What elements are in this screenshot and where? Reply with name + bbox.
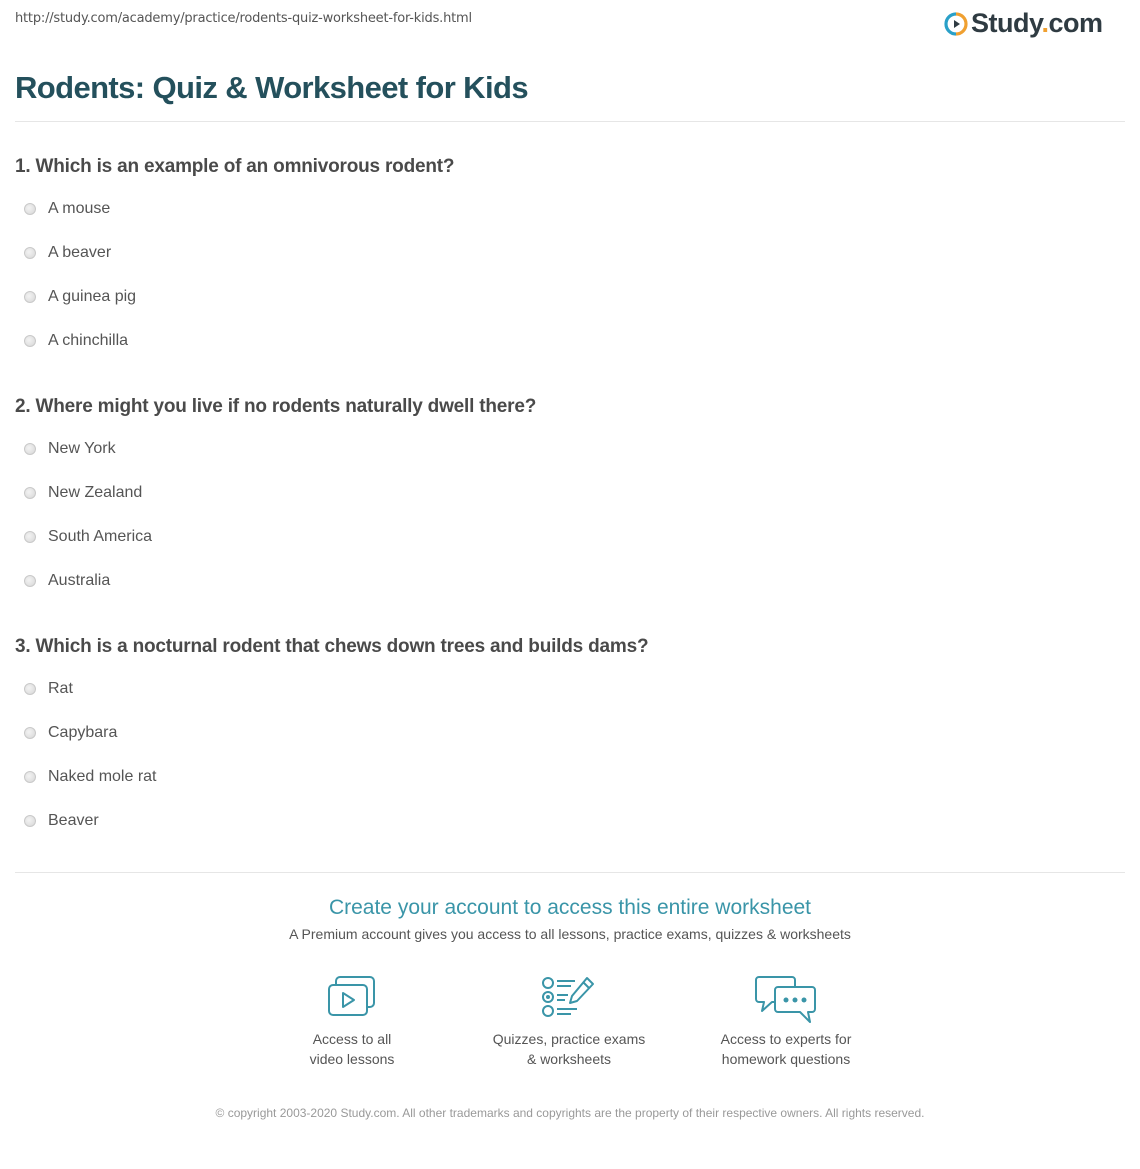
option-label: Naked mole rat	[48, 768, 157, 785]
option-beaver[interactable]	[24, 812, 99, 830]
question-3: 3. Which is a nocturnal rodent that chews down trees and builds dams?	[15, 636, 649, 657]
option-capybara[interactable]	[24, 724, 117, 742]
option-label: Rat	[48, 680, 73, 697]
page-url: http://study.com/academy/practice/rodents-quiz-worksheet-for-kids.html	[15, 11, 472, 26]
radio-button[interactable]	[24, 203, 36, 215]
feature-label-line2: video lessons	[309, 1051, 395, 1067]
radio-button[interactable]	[24, 815, 36, 827]
option-label: Beaver	[48, 812, 99, 829]
option-label: New Zealand	[48, 484, 143, 501]
option-new-zealand[interactable]	[24, 484, 142, 502]
feature-quizzes	[469, 975, 669, 1069]
radio-button[interactable]	[24, 443, 36, 455]
option-a-mouse[interactable]	[24, 200, 110, 218]
radio-button[interactable]	[24, 487, 36, 499]
radio-button[interactable]	[24, 291, 36, 303]
divider	[15, 872, 1125, 873]
radio-button[interactable]	[24, 683, 36, 695]
feature-label-line1: Access to all	[312, 1031, 392, 1047]
option-label: South America	[48, 528, 153, 545]
option-label: A chinchilla	[48, 332, 129, 349]
radio-button[interactable]	[24, 727, 36, 739]
option-naked-mole-rat[interactable]	[24, 768, 157, 786]
option-label: A guinea pig	[48, 288, 137, 305]
option-label: Capybara	[48, 724, 118, 741]
create-account-link[interactable]: Create your account to access this entire worksheet	[328, 896, 812, 919]
radio-button[interactable]	[24, 771, 36, 783]
logo-text: Study.com	[971, 8, 1103, 38]
study-logo[interactable]	[944, 8, 1103, 39]
feature-label-line2: & worksheets	[526, 1051, 612, 1067]
feature-label-line1: Quizzes, practice exams	[492, 1031, 646, 1047]
radio-button[interactable]	[24, 335, 36, 347]
option-new-york[interactable]	[24, 440, 116, 458]
video-lessons-icon	[326, 975, 378, 1019]
option-rat[interactable]	[24, 680, 73, 698]
question-1: 1. Which is an example of an omnivorous rodent?	[15, 156, 455, 177]
radio-button[interactable]	[24, 531, 36, 543]
divider	[15, 121, 1125, 122]
option-label: A beaver	[48, 244, 112, 261]
feature-label-line1: Access to experts for	[720, 1031, 852, 1047]
option-a-chinchilla[interactable]	[24, 332, 128, 350]
quiz-checklist-icon	[541, 975, 597, 1019]
play-circle-icon	[944, 12, 968, 36]
page-title: Rodents: Quiz & Worksheet for Kids	[15, 70, 528, 105]
radio-button[interactable]	[24, 575, 36, 587]
feature-label-line2: homework questions	[721, 1051, 851, 1067]
option-a-guinea-pig[interactable]	[24, 288, 136, 306]
option-australia[interactable]	[24, 572, 110, 590]
copyright-notice: © copyright 2003-2020 Study.com. All other trademarks and copyrights are the property of their respective owners. All rights reserved.	[215, 1106, 925, 1120]
option-a-beaver[interactable]	[24, 244, 111, 262]
option-label: New York	[48, 440, 116, 457]
question-2: 2. Where might you live if no rodents naturally dwell there?	[15, 396, 537, 417]
option-label: A mouse	[48, 200, 111, 217]
feature-video-lessons	[252, 975, 452, 1069]
option-south-america[interactable]	[24, 528, 152, 546]
cta-subtitle: A Premium account gives you access to all lessons, practice exams, quizzes & worksheets	[289, 926, 851, 942]
radio-button[interactable]	[24, 247, 36, 259]
option-label: Australia	[48, 572, 111, 589]
feature-experts	[686, 975, 886, 1069]
chat-bubbles-icon	[754, 975, 818, 1025]
